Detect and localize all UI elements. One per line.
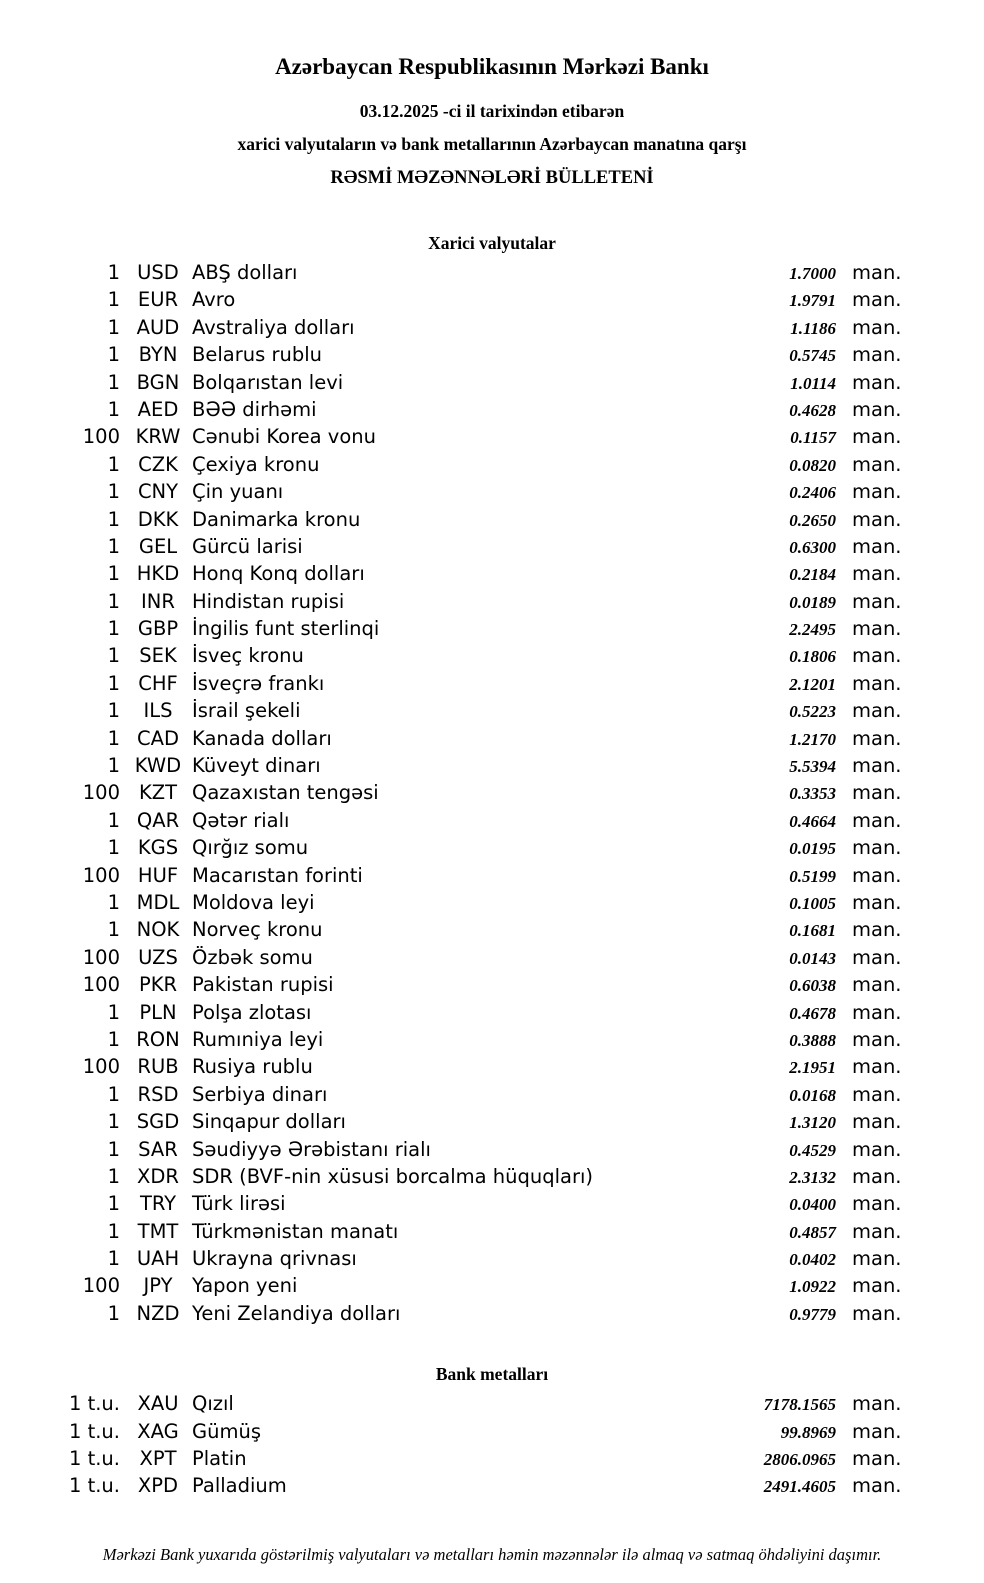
currency-code: KWD	[134, 754, 182, 778]
currency-rate-table	[0, 261, 910, 1329]
currency-name: Özbək somu	[192, 945, 313, 969]
rate-value: 0.4529	[789, 1140, 836, 1160]
rate-row	[0, 1220, 910, 1247]
rate-row	[0, 644, 910, 671]
currency-code: GBP	[137, 617, 179, 641]
currency-code: SGD	[136, 1110, 180, 1134]
rate-row	[0, 1001, 910, 1028]
quantity: 100	[82, 945, 120, 969]
currency-name: Yapon yeni	[192, 1274, 298, 1298]
quantity: 1 t.u.	[68, 1474, 120, 1498]
rate-value: 0.0400	[789, 1195, 836, 1215]
currency-name: İsrail şekeli	[192, 699, 301, 723]
rate-row	[0, 754, 910, 781]
currency-code: CAD	[137, 726, 179, 750]
rate-value: 2.3132	[789, 1167, 836, 1187]
currency-name: Türk lirəsi	[192, 1192, 286, 1216]
quantity: 1	[107, 617, 120, 641]
rate-row	[0, 1474, 910, 1501]
currency-name: İsveçrə frankı	[192, 671, 325, 695]
rate-unit: man.	[852, 1219, 902, 1243]
rate-value: 7178.1565	[763, 1395, 836, 1415]
currency-name: SDR (BVF-nin xüsusi borcalma hüquqları)	[192, 1164, 594, 1188]
currency-name: Norveç kronu	[192, 918, 323, 942]
rate-value: 0.2406	[789, 483, 836, 503]
rate-row	[0, 398, 910, 425]
rate-row	[0, 1447, 910, 1474]
quantity: 1	[107, 1000, 120, 1024]
rate-value: 2.1951	[789, 1058, 836, 1078]
rate-value: 0.4664	[789, 811, 836, 831]
rate-unit: man.	[852, 781, 902, 805]
currency-name: Pakistan rupisi	[192, 973, 334, 997]
currency-name: Ukrayna qrivnası	[192, 1247, 357, 1271]
bulletin-title: RƏSMİ MƏZƏNNƏLƏRİ BÜLLETENİ	[330, 168, 654, 188]
rate-row	[0, 288, 910, 315]
currency-name: Bolqarıstan levi	[192, 370, 344, 394]
rate-value: 0.1681	[789, 921, 836, 941]
rate-unit: man.	[852, 973, 902, 997]
quantity: 1	[107, 1247, 120, 1271]
quantity: 1	[107, 589, 120, 613]
rate-unit: man.	[852, 1192, 902, 1216]
quantity: 100	[82, 1055, 120, 1079]
rate-row	[0, 261, 910, 288]
currency-code: KRW	[135, 425, 181, 449]
metal-section-title: Bank metalları	[435, 1364, 549, 1385]
rate-unit: man.	[852, 617, 902, 641]
rate-row	[0, 891, 910, 918]
currency-name: Platin	[192, 1447, 247, 1471]
effective-date-line: 03.12.2025 -ci il tarixindən etibarən	[359, 101, 625, 121]
rate-row	[0, 809, 910, 836]
rate-row	[0, 1247, 910, 1274]
quantity: 1	[107, 808, 120, 832]
rate-row	[0, 1192, 910, 1219]
rate-value: 0.6300	[789, 537, 836, 557]
quantity: 1	[107, 480, 120, 504]
quantity: 1 t.u.	[68, 1392, 120, 1416]
rate-row	[0, 562, 910, 589]
rate-value: 0.3353	[789, 784, 836, 804]
bulletin-subtitle: xarici valyutaların və bank metallarının Azərbaycan manatına qarşı	[237, 134, 747, 154]
quantity: 1	[107, 1027, 120, 1051]
rate-unit: man.	[852, 1301, 902, 1325]
rate-row	[0, 946, 910, 973]
rate-unit: man.	[852, 1055, 902, 1079]
rate-value: 0.0820	[789, 455, 836, 475]
currency-name: Palladium	[192, 1474, 287, 1498]
rate-row	[0, 590, 910, 617]
currency-code: TRY	[139, 1192, 177, 1216]
rate-unit: man.	[852, 836, 902, 860]
currency-code: GEL	[138, 534, 178, 558]
currency-code: SAR	[138, 1137, 178, 1161]
rate-value: 1.3120	[789, 1113, 836, 1133]
rate-row	[0, 508, 910, 535]
rate-value: 1.2170	[789, 729, 836, 749]
rate-row	[0, 1274, 910, 1301]
currency-code: BGN	[136, 370, 180, 394]
rate-unit: man.	[852, 1247, 902, 1271]
rate-row	[0, 727, 910, 754]
rate-row	[0, 918, 910, 945]
currency-code: AED	[137, 397, 179, 421]
currency-code: XPT	[139, 1447, 177, 1471]
rate-value: 0.0189	[789, 592, 836, 612]
metal-rate-table	[0, 1392, 910, 1502]
rate-value: 0.6038	[789, 976, 836, 996]
currency-name: İsveç kronu	[192, 644, 304, 668]
quantity: 1	[107, 261, 120, 284]
rate-row	[0, 343, 910, 370]
currency-code: XDR	[137, 1164, 179, 1188]
currency-name: Cənubi Korea vonu	[192, 425, 376, 449]
quantity: 1	[107, 754, 120, 778]
rate-value: 0.1806	[789, 647, 836, 667]
currency-code: UAH	[136, 1247, 180, 1271]
currency-code: PKR	[138, 973, 178, 997]
currency-name: Sinqapur dolları	[192, 1110, 346, 1134]
currency-name: Səudiyyə Ərəbistanı rialı	[192, 1137, 431, 1161]
rate-unit: man.	[852, 1082, 902, 1106]
currency-section-title: Xarici valyutalar	[428, 233, 556, 253]
rate-value: 0.0168	[789, 1085, 836, 1105]
currency-code: HUF	[137, 863, 179, 887]
quantity: 100	[82, 1274, 120, 1298]
quantity: 1	[107, 370, 120, 394]
rate-unit: man.	[852, 343, 902, 367]
currency-code: PLN	[139, 1000, 177, 1024]
currency-code: NOK	[136, 918, 180, 942]
disclaimer-text: Mərkəzi Bank yuxarıda göstərilmiş valyutaları və metalları həmin məzənnələr ilə almaq və satmaq öhdəliyini daşımır.	[102, 1545, 882, 1564]
rate-row	[0, 1028, 910, 1055]
currency-code: USD	[137, 261, 179, 284]
rate-unit: man.	[852, 726, 902, 750]
rate-value: 99.8969	[780, 1422, 836, 1442]
currency-code: AUD	[136, 315, 180, 339]
quantity: 1	[107, 1137, 120, 1161]
rate-unit: man.	[852, 397, 902, 421]
quantity: 1	[107, 397, 120, 421]
quantity: 1	[107, 671, 120, 695]
rate-row	[0, 371, 910, 398]
rate-unit: man.	[852, 261, 902, 284]
rate-unit: man.	[852, 1027, 902, 1051]
quantity: 1	[107, 836, 120, 860]
rate-unit: man.	[852, 890, 902, 914]
rate-unit: man.	[852, 945, 902, 969]
quantity: 1	[107, 343, 120, 367]
rate-unit: man.	[852, 1000, 902, 1024]
currency-name: Hindistan rupisi	[192, 589, 345, 613]
currency-code: UZS	[138, 945, 178, 969]
quantity: 1	[107, 644, 120, 668]
rate-unit: man.	[852, 808, 902, 832]
currency-name: Danimarka kronu	[192, 507, 361, 531]
quantity: 1	[107, 1110, 120, 1134]
rate-row	[0, 672, 910, 699]
rate-value: 1.0114	[790, 373, 836, 393]
currency-code: RSD	[137, 1082, 179, 1106]
rate-unit: man.	[852, 863, 902, 887]
rate-row	[0, 1110, 910, 1137]
rate-unit: man.	[852, 507, 902, 531]
rate-value: 1.9791	[789, 291, 836, 311]
rate-row	[0, 973, 910, 1000]
quantity: 1	[107, 726, 120, 750]
rate-value: 0.4628	[789, 400, 836, 420]
rate-row	[0, 535, 910, 562]
currency-code: KZT	[138, 781, 178, 805]
currency-name: Serbiya dinarı	[192, 1082, 328, 1106]
rate-value: 0.5223	[789, 702, 836, 722]
quantity: 1 t.u.	[68, 1419, 120, 1443]
currency-name: Gürcü larisi	[192, 534, 303, 558]
currency-name: Qızıl	[192, 1392, 234, 1416]
currency-name: BƏƏ dirhəmi	[192, 397, 317, 421]
rate-row	[0, 1302, 910, 1329]
rate-value: 2.1201	[789, 674, 836, 694]
currency-code: TMT	[137, 1219, 179, 1243]
rate-row	[0, 699, 910, 726]
currency-code: NZD	[136, 1301, 180, 1325]
quantity: 1	[107, 1164, 120, 1188]
rate-value: 0.2650	[789, 510, 836, 530]
currency-name: Rumıniya leyi	[192, 1027, 324, 1051]
quantity: 1	[107, 1219, 120, 1243]
currency-name: Moldova leyi	[192, 890, 315, 914]
currency-code: SEK	[139, 644, 177, 668]
currency-code: EUR	[137, 288, 179, 312]
currency-name: Kanada dolları	[192, 726, 332, 750]
currency-name: Avro	[192, 288, 236, 312]
rate-value: 2806.0965	[763, 1450, 836, 1470]
rate-row	[0, 836, 910, 863]
quantity: 1	[107, 1082, 120, 1106]
currency-code: XPD	[137, 1474, 179, 1498]
rate-unit: man.	[852, 315, 902, 339]
rate-unit: man.	[852, 452, 902, 476]
rate-unit: man.	[852, 1110, 902, 1134]
currency-code: BYN	[138, 343, 178, 367]
rate-value: 0.4857	[789, 1222, 836, 1242]
rate-value: 0.5199	[789, 866, 836, 886]
quantity: 100	[82, 781, 120, 805]
currency-name: Honq Konq dolları	[192, 562, 365, 586]
currency-name: Çexiya kronu	[192, 452, 320, 476]
currency-code: HKD	[136, 562, 180, 586]
rate-unit: man.	[852, 754, 902, 778]
currency-name: Qətər rialı	[192, 808, 290, 832]
rate-unit: man.	[852, 644, 902, 668]
rate-unit: man.	[852, 370, 902, 394]
currency-name: Türkmənistan manatı	[192, 1219, 399, 1243]
currency-name: Qazaxıstan tengəsi	[192, 781, 379, 805]
rate-row	[0, 1420, 910, 1447]
rate-value: 0.0143	[789, 948, 836, 968]
quantity: 1	[107, 918, 120, 942]
rate-value: 5.5394	[789, 757, 836, 777]
currency-code: JPY	[143, 1274, 173, 1298]
rate-value: 0.5745	[789, 346, 836, 366]
rate-value: 0.4678	[789, 1003, 836, 1023]
currency-name: Gümüş	[192, 1419, 261, 1443]
rate-unit: man.	[852, 562, 902, 586]
quantity: 1 t.u.	[68, 1447, 120, 1471]
currency-code: RUB	[137, 1055, 179, 1079]
currency-code: QAR	[136, 808, 180, 832]
rate-unit: man.	[852, 1474, 902, 1498]
currency-name: Yeni Zelandiya dolları	[192, 1301, 401, 1325]
currency-name: Çin yuanı	[192, 480, 284, 504]
currency-name: Rusiya rublu	[192, 1055, 313, 1079]
quantity: 1	[107, 315, 120, 339]
rate-row	[0, 425, 910, 452]
currency-code: CHF	[138, 671, 178, 695]
rate-value: 0.1005	[789, 893, 836, 913]
rate-row	[0, 1055, 910, 1082]
bank-title: Azərbaycan Respublikasının Mərkəzi Bankı	[275, 54, 709, 79]
currency-name: Küveyt dinarı	[192, 754, 321, 778]
rate-row	[0, 1138, 910, 1165]
quantity: 1	[107, 699, 120, 723]
rate-value: 0.0195	[789, 839, 836, 859]
rate-row	[0, 617, 910, 644]
rate-unit: man.	[852, 288, 902, 312]
currency-code: RON	[136, 1027, 180, 1051]
rate-row	[0, 1083, 910, 1110]
rate-value: 0.1157	[790, 428, 836, 448]
rate-row	[0, 480, 910, 507]
rate-value: 1.7000	[789, 264, 836, 283]
rate-value: 2.2495	[789, 620, 836, 640]
rate-unit: man.	[852, 699, 902, 723]
rate-unit: man.	[852, 1447, 902, 1471]
quantity: 1	[107, 1301, 120, 1325]
rate-value: 1.0922	[789, 1277, 836, 1297]
quantity: 1	[107, 890, 120, 914]
rate-row	[0, 453, 910, 480]
rate-unit: man.	[852, 671, 902, 695]
rate-row	[0, 316, 910, 343]
quantity: 1	[107, 452, 120, 476]
currency-name: Belarus rublu	[192, 343, 323, 367]
rate-unit: man.	[852, 1419, 902, 1443]
rate-row	[0, 864, 910, 891]
rate-unit: man.	[852, 589, 902, 613]
rate-unit: man.	[852, 918, 902, 942]
quantity: 1	[107, 288, 120, 312]
rate-unit: man.	[852, 1137, 902, 1161]
quantity: 1	[107, 507, 120, 531]
rate-unit: man.	[852, 1274, 902, 1298]
currency-code: ILS	[143, 699, 173, 723]
rate-unit: man.	[852, 1164, 902, 1188]
currency-name: Qırğız somu	[192, 836, 309, 860]
currency-name: Macarıstan forinti	[192, 863, 363, 887]
quantity: 1	[107, 534, 120, 558]
rate-value: 2491.4605	[763, 1477, 836, 1497]
rate-row	[0, 1165, 910, 1192]
currency-code: XAG	[137, 1419, 179, 1443]
rate-unit: man.	[852, 480, 902, 504]
currency-code: CNY	[137, 480, 179, 504]
currency-code: XAU	[137, 1392, 179, 1416]
currency-code: CZK	[138, 452, 178, 476]
rate-unit: man.	[852, 534, 902, 558]
currency-name: İngilis funt sterlinqi	[192, 617, 380, 641]
rate-value: 0.9779	[789, 1304, 836, 1324]
quantity: 1	[107, 1192, 120, 1216]
quantity: 100	[82, 863, 120, 887]
currency-code: INR	[141, 589, 175, 613]
currency-name: Avstraliya dolları	[192, 315, 355, 339]
rate-row	[0, 1392, 910, 1419]
quantity: 100	[82, 973, 120, 997]
rate-value: 0.0402	[789, 1250, 836, 1270]
rate-value: 0.3888	[789, 1030, 836, 1050]
rate-unit: man.	[852, 425, 902, 449]
rate-value: 0.2184	[789, 565, 836, 585]
rate-unit: man.	[852, 1392, 902, 1416]
currency-code: MDL	[136, 890, 180, 914]
quantity: 100	[82, 425, 120, 449]
rate-row	[0, 781, 910, 808]
currency-code: KGS	[137, 836, 179, 860]
rate-value: 1.1186	[790, 318, 836, 338]
currency-name: Polşa zlotası	[192, 1000, 312, 1024]
currency-code: DKK	[137, 507, 179, 531]
currency-name: ABŞ dolları	[192, 261, 298, 284]
quantity: 1	[107, 562, 120, 586]
